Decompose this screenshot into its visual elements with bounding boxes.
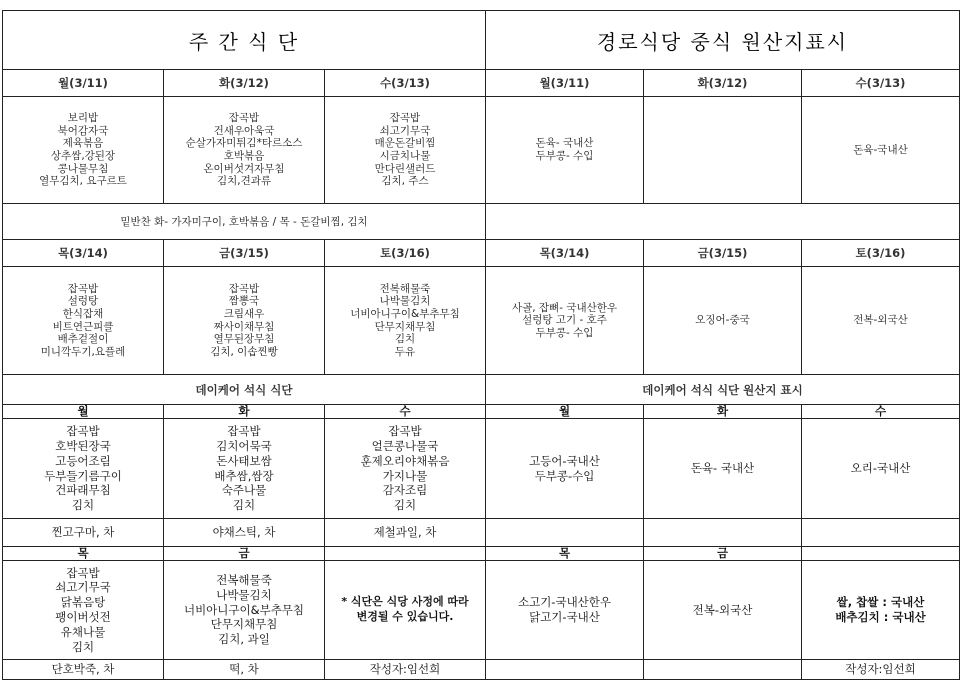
day-header-mon: 월(3/11) bbox=[2, 70, 164, 97]
daycare-menu-thu: 잡곡밥 쇠고기무국 닭볶음탕 팽이버섯전 유채나물 김치 bbox=[2, 561, 164, 660]
daycare-snack-wed: 제철과일, 차 bbox=[325, 519, 486, 547]
daycare-origin-header-fri: 금 bbox=[644, 547, 802, 561]
origin-title: 경로식당 중식 원산지표시 bbox=[486, 10, 960, 70]
origin-cell-tue bbox=[644, 97, 802, 204]
daycare-snack-mon: 찐고구마, 차 bbox=[2, 519, 164, 547]
menu-cell-mon: 보리밥 북어감자국 제육볶음 상추쌈,강된장 콩나물무침 열무김치, 요구르트 bbox=[2, 97, 164, 204]
day-header-fri: 금(3/15) bbox=[164, 240, 325, 267]
snack-origin-blank-3 bbox=[802, 519, 960, 547]
menu-change-notice: * 식단은 식당 사정에 따라 변경될 수 있습니다. bbox=[325, 561, 486, 660]
origin-cell-mon: 돈육- 국내산 두부콩- 수입 bbox=[486, 97, 644, 204]
daycare-header-blank bbox=[325, 547, 486, 561]
origin-day-header-sat: 토(3/16) bbox=[802, 240, 960, 267]
origin-cell-thu: 사골, 잡뼈- 국내산한우 설렁탕 고기 - 호주 두부콩- 수입 bbox=[486, 267, 644, 375]
origin-cell-wed: 돈육-국내산 bbox=[802, 97, 960, 204]
origin-day-header-mon: 월(3/11) bbox=[486, 70, 644, 97]
side-dish-note: 밑반찬 화- 가자미구이, 호박볶음 / 목 - 돈갈비찜, 김치 bbox=[2, 204, 486, 240]
daycare-origin-header-wed: 수 bbox=[802, 405, 960, 419]
origin-day-header-tue: 화(3/12) bbox=[644, 70, 802, 97]
side-note-blank bbox=[486, 204, 960, 240]
day-header-tue: 화(3/12) bbox=[164, 70, 325, 97]
day-header-sat: 토(3/16) bbox=[325, 240, 486, 267]
daycare-snack-thu: 단호박죽, 차 bbox=[2, 660, 164, 680]
daycare-origin-header-mon: 월 bbox=[486, 405, 644, 419]
origin-day-header-wed: 수(3/13) bbox=[802, 70, 960, 97]
weekly-menu-title: 주 간 식 단 bbox=[2, 10, 486, 70]
daycare-snack-fri: 떡, 차 bbox=[164, 660, 325, 680]
daycare-origin-title: 데이케어 석식 식단 원산지 표시 bbox=[486, 375, 960, 405]
last-row-blank-1 bbox=[486, 660, 644, 680]
daycare-header-wed: 수 bbox=[325, 405, 486, 419]
author-label: 작성자:임선희 bbox=[325, 660, 486, 680]
menu-cell-tue: 잡곡밥 건새우아욱국 순살가자미튀김*타르소스 호박볶음 온이버섯겨자무침 김치,견과류 bbox=[164, 97, 325, 204]
daycare-header-thu: 목 bbox=[2, 547, 164, 561]
daycare-origin-mon: 고등어-국내산 두부콩-수입 bbox=[486, 419, 644, 519]
day-header-thu: 목(3/14) bbox=[2, 240, 164, 267]
daycare-origin-fri: 전복-외국산 bbox=[644, 561, 802, 660]
daycare-menu-wed: 잡곡밥 얼큰콩나물국 훈제오리야채볶음 가지나물 감자조림 김치 bbox=[325, 419, 486, 519]
menu-cell-thu: 잡곡밥 설렁탕 한식잡채 비트연근피클 배추겉절이 미니깍두기,요플레 bbox=[2, 267, 164, 375]
snack-origin-blank-2 bbox=[644, 519, 802, 547]
day-header-wed: 수(3/13) bbox=[325, 70, 486, 97]
snack-origin-blank-1 bbox=[486, 519, 644, 547]
daycare-header-mon: 월 bbox=[2, 405, 164, 419]
daycare-origin-header-tue: 화 bbox=[644, 405, 802, 419]
daycare-origin-header-blank bbox=[802, 547, 960, 561]
menu-cell-fri: 잡곡밥 짬뽕국 크림새우 짜사이채무침 열무된장무침 김치, 이솝찐빵 bbox=[164, 267, 325, 375]
origin-day-header-thu: 목(3/14) bbox=[486, 240, 644, 267]
daycare-header-tue: 화 bbox=[164, 405, 325, 419]
daycare-origin-wed: 오리-국내산 bbox=[802, 419, 960, 519]
last-row-blank-2 bbox=[644, 660, 802, 680]
daycare-menu-fri: 전복해물죽 나박물김치 너비아니구이&부추무침 단무지채무침 김치, 과일 bbox=[164, 561, 325, 660]
daycare-menu-tue: 잡곡밥 김치어묵국 돈사태보쌈 배추쌈,쌈장 숙주나물 김치 bbox=[164, 419, 325, 519]
daycare-menu-mon: 잡곡밥 호박된장국 고등어조림 두부들기름구이 건파래무침 김치 bbox=[2, 419, 164, 519]
author-label-origin: 작성자:임선희 bbox=[802, 660, 960, 680]
origin-cell-fri: 오징어-중국 bbox=[644, 267, 802, 375]
daycare-header-fri: 금 bbox=[164, 547, 325, 561]
daycare-origin-tue: 돈육- 국내산 bbox=[644, 419, 802, 519]
rice-kimchi-origin: 쌀, 찹쌀 : 국내산 배추김치 : 국내산 bbox=[802, 561, 960, 660]
origin-day-header-fri: 금(3/15) bbox=[644, 240, 802, 267]
daycare-snack-tue: 야채스틱, 차 bbox=[164, 519, 325, 547]
daycare-origin-header-thu: 목 bbox=[486, 547, 644, 561]
menu-cell-sat: 전복해물죽 나박물김치 너비아니구이&부추무침 단무지채무침 김치 두유 bbox=[325, 267, 486, 375]
daycare-origin-thu: 소고기-국내산한우 닭고기-국내산 bbox=[486, 561, 644, 660]
origin-cell-sat: 전복-외국산 bbox=[802, 267, 960, 375]
menu-cell-wed: 잡곡밥 쇠고기무국 매운돈갈비찜 시금치나물 만다린샐러드 김치, 주스 bbox=[325, 97, 486, 204]
daycare-title: 데이케어 석식 식단 bbox=[2, 375, 486, 405]
